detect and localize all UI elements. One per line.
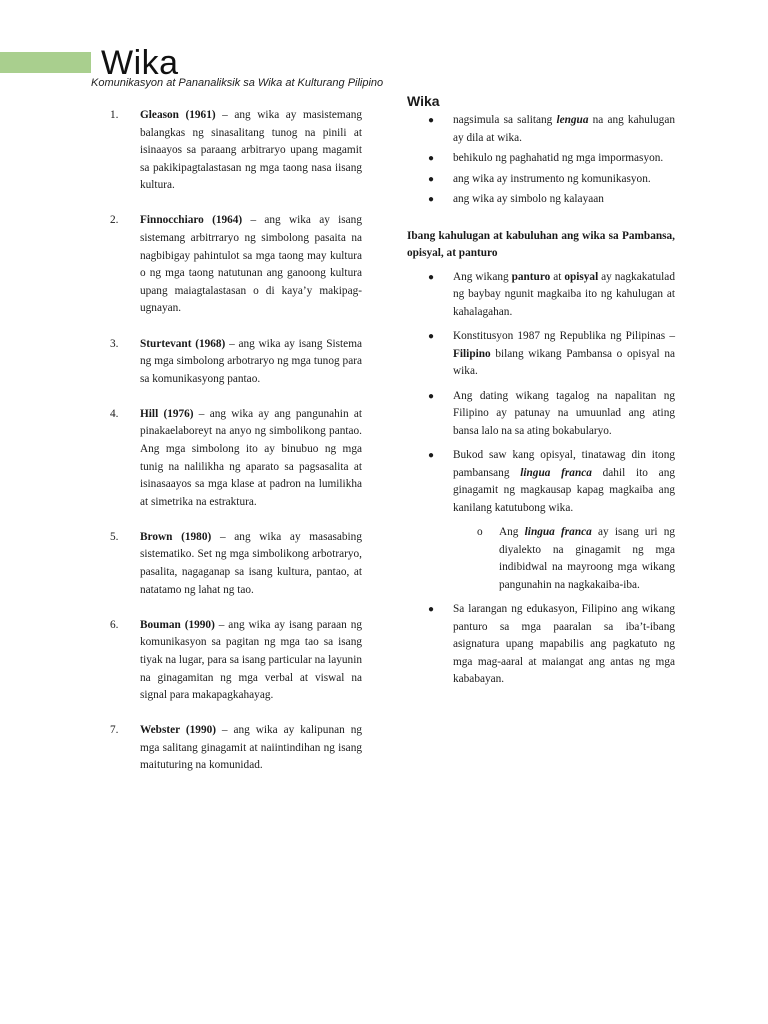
bullet-item: [407, 191, 675, 209]
definition-item: [110, 406, 362, 512]
emphasis-term: lingua franca: [520, 466, 592, 479]
definition-text: – ang wika ay isang sistemang arbitrraryo ng simbolong pasaita na nagbibigay pahintulot sa mga taong may kultura o ng mga taong natutunan ang ganoong kultura upang maiagtalastasan o di kaya’y makipag-ugnayan.: [140, 214, 362, 315]
definition-author: Bouman (1990): [140, 618, 215, 631]
bullet-dot-icon: ●: [428, 604, 435, 615]
definition-text: – ang wika ay isang Sistema ng mga simbolong arbotraryo ng mga tunog para sa komunikasyong pantao.: [140, 337, 362, 385]
definition-number: 5.: [110, 530, 119, 543]
definition-text: – ang wika ay isang paraan ng komunikasyon sa pagitan ng mga tao sa isang tiyak na lugar, para sa isang particular na layunin na ginagamitan ng mga verbal at viswal na signal para makapagkahayag.: [140, 618, 362, 702]
bullet-item: [407, 269, 675, 322]
circle-bullet-icon: o: [477, 526, 483, 538]
definition-author: Webster (1990): [140, 724, 216, 737]
definition-number: 2.: [110, 214, 119, 227]
definition-item: [110, 722, 362, 775]
bullet-dot-icon: ●: [428, 194, 435, 205]
bullet-text: ay isang uri ng diyalekto na ginagamit ng mga indibidwal na mayroong mga wikang pangunahin na nagkakaiba-iba.: [499, 526, 675, 591]
bullet-text: Ang dating wikang tagalog na napalitan ng Filipino ay patunay na umuunlad ang ating bansa lalo na sa ating bokabularyo.: [453, 389, 675, 437]
definition-text: – ang wika ay masasabing sistematiko. Set ng mga simbolikong arbotraryo, pasalita, nagaganap sa isang kultura, pantao, at natatamo ng lahat ng tao.: [140, 530, 362, 596]
emphasis-term: lengua: [556, 114, 589, 126]
bullet-text: bilang wikang Pambansa o opisyal na wika.: [453, 347, 675, 377]
bullet-dot-icon: ●: [428, 115, 435, 126]
bullet-dot-icon: ●: [428, 271, 435, 283]
definition-author: Sturtevant (1968): [140, 337, 226, 350]
bullet-text: Ang wikang: [453, 270, 512, 283]
bullet-item: [407, 328, 675, 381]
bullet-text: ang wika ay instrumento ng komunikasyon.: [453, 172, 651, 185]
bullet-text: na ang kahulugan ay dila at wika.: [453, 114, 675, 144]
definition-number: 6.: [110, 618, 119, 631]
definition-number: 1.: [110, 109, 119, 121]
definition-item: [110, 212, 362, 318]
bullet-text: Ang: [499, 526, 525, 538]
definition-author: Brown (1980): [140, 530, 212, 543]
page-subtitle: Komunikasyon at Pananaliksik sa Wika at Kulturang Pilipino: [91, 77, 384, 89]
definition-author: Finnocchiaro (1964): [140, 214, 243, 227]
definition-number: 3.: [110, 337, 119, 350]
bullet-text: ang wika ay simbolo ng kalayaan: [453, 193, 604, 205]
emphasis-term: lingua franca: [524, 526, 592, 538]
bold-term: Filipino: [453, 347, 491, 360]
bullet-item: [407, 150, 675, 168]
bullet-item: [407, 112, 675, 147]
bullet-item: [407, 601, 675, 689]
bullet-text: behikulo ng paghahatid ng mga impormasyon.: [453, 152, 664, 164]
wika-notes: [407, 112, 675, 692]
definition-item: [110, 529, 362, 599]
bullet-text: Bukod saw kang opisyal, tinatawag din itong pambansang: [453, 449, 675, 479]
right-column-heading: Wika: [407, 93, 440, 109]
bullet-dot-icon: ●: [428, 331, 435, 342]
definition-text: – ang wika ay ang pangunahin at pinakaelaboreyt na anyo ng simbolikong pantao. Ang mga simbolong ito ay binubuo ng mga tunig na nalilikha ng aparato sa pagsasalita at isinasaayos sa mga klase at padron na lumilikha at simetrika na estraktura.: [140, 407, 362, 508]
bullet-dot-icon: ●: [428, 153, 435, 164]
sub-bullet-item: [477, 524, 675, 594]
bullet-text: dahil ito ang ginagamit ng magkausap kapag magkaiba ang kanilang katutubong wika.: [453, 466, 675, 514]
bold-term: panturo: [511, 270, 551, 283]
definition-number: 4.: [110, 407, 119, 420]
bullet-dot-icon: ●: [428, 450, 435, 461]
bullet-item: [407, 171, 675, 189]
section-heading: Ibang kahulugan at kabuluhan ang wika sa Pambansa, opisyal, at panturo: [407, 229, 675, 259]
bullet-text: ay nagkakatulad ng baybay ngunit magkaiba ito ng kahulugan at kahalagahan.: [453, 270, 675, 318]
definitions-list: [110, 107, 362, 793]
bullet-text: nagsimula sa salitang: [453, 114, 557, 126]
definition-text: – ang wika ay masistemang balangkas ng sinasalitang tunog na pinili at isinaayos sa paraang arbitraryo upang magamit sa pakikipagtalastasan ng mga taong nasa iisang kultura.: [140, 109, 363, 192]
bullet-text: Sa larangan ng edukasyon, Filipino ang wikang panturo sa mga paaralan sa iba’t-ibang asignatura upang mapabilis ang pagkatuto ng mga mag-aaral at maiangat ang antas ng mga kababayan.: [453, 603, 675, 685]
definition-author: Hill (1976): [140, 407, 194, 420]
page-title: Wika: [101, 44, 179, 82]
bullet-text: Konstitusyon 1987 ng Republika ng Pilipinas –: [453, 330, 675, 342]
bullet-item: [407, 388, 675, 441]
definition-item: [110, 336, 362, 389]
bullet-item: [407, 447, 675, 517]
definition-author: Gleason (1961): [140, 109, 216, 121]
definition-number: 7.: [110, 724, 119, 737]
bullet-text: at: [550, 270, 565, 283]
header-accent-bar: [0, 52, 91, 73]
definition-item: [110, 617, 362, 705]
bullet-dot-icon: ●: [428, 390, 435, 402]
bold-term: opisyal: [564, 270, 599, 283]
bullet-dot-icon: ●: [428, 173, 435, 185]
definition-text: – ang wika ay kalipunan ng mga salitang ginagamit at naiintindihan ng isang maituturing na komunidad.: [140, 724, 362, 772]
definition-item: [110, 107, 362, 195]
